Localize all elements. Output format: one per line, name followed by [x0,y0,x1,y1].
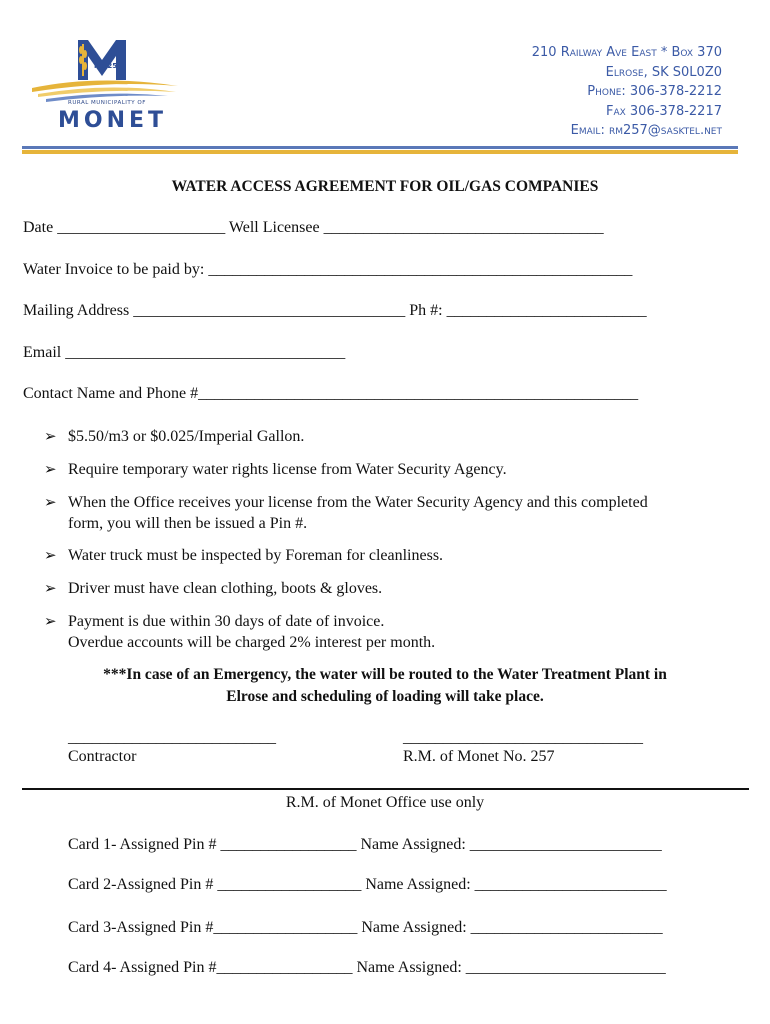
bullet-text: Driver must have clean clothing, boots & gloves. [68,580,383,597]
emergency-note [40,664,730,708]
logo-name: MONET [58,108,168,133]
document-title: WATER ACCESS AGREEMENT FOR OIL/GAS COMPANIES [171,178,599,195]
header-divider-gold [22,150,738,154]
mailing-phone-field[interactable]: Mailing Address __________________________________ Ph #: _________________________ [23,302,647,319]
terms-list [44,426,734,653]
bullet-text: $5.50/m3 or $0.025/Imperial Gallon. [68,428,305,445]
office-divider [22,788,749,790]
emergency-line-2: Elrose and scheduling of loading will take place. [226,688,544,705]
list-item [44,492,734,534]
list-item [44,578,734,599]
arrowhead-icon: ➢ [44,546,57,564]
card-1-row[interactable]: Card 1- Assigned Pin # _________________ Name Assigned: ________________________ [68,836,662,853]
date-licensee-field[interactable]: Date _____________________ Well Licensee ___________________________________ [23,219,604,236]
rm-signature-line[interactable]: ______________________________ [403,729,643,746]
header-divider-blue [22,146,738,149]
contact-field[interactable]: Contact Name and Phone #_______________________________________________________ [23,385,639,402]
logo-org-label: RURAL MUNICIPALITY OF [68,100,146,106]
emergency-line-1: ***In case of an Emergency, the water will be routed to the Water Treatment Plant in [103,666,667,683]
monet-logo [28,36,188,142]
arrowhead-icon: ➢ [44,612,57,630]
bullet-text: Payment is due within 30 days of date of invoice. [68,613,385,630]
address-fax: Fax 306-378-2217 [605,103,722,119]
arrowhead-icon: ➢ [44,493,57,511]
address-email: Email: rm257@sasktel.net [570,123,722,138]
email-field[interactable]: Email ___________________________________ [23,344,346,361]
address-phone: Phone: 306-378-2212 [587,84,722,99]
invoice-field[interactable]: Water Invoice to be paid by: _____________________________________________________ [23,261,633,278]
arrowhead-icon: ➢ [44,427,57,445]
rm-label: R.M. of Monet No. 257 [403,748,555,765]
office-heading: R.M. of Monet Office use only [285,794,485,811]
list-item [44,426,734,447]
address-street: 210 Railway Ave East * Box 370 [531,45,722,60]
card-4-row[interactable]: Card 4- Assigned Pin #_________________ Name Assigned: _________________________ [68,959,666,976]
bullet-text: Water truck must be inspected by Foreman for cleanliness. [68,547,444,564]
logo-badge: No.257 [94,62,122,70]
list-item [44,545,734,566]
address-block [532,43,722,141]
list-item [44,611,734,653]
bullet-text: When the Office receives your license from the Water Security Agency and this completed [68,494,648,511]
card-2-row[interactable]: Card 2-Assigned Pin # __________________ Name Assigned: ________________________ [68,876,667,893]
list-item [44,459,734,480]
bullet-text-continued: form, you will then be issued a Pin #. [68,515,308,532]
contractor-label: Contractor [68,748,137,765]
bullet-text-continued: Overdue accounts will be charged 2% interest per month. [68,634,436,651]
address-city: Elrose, SK S0L0Z0 [605,64,722,80]
bullet-text: Require temporary water rights license from Water Security Agency. [68,461,507,478]
arrowhead-icon: ➢ [44,460,57,478]
contractor-signature-line[interactable]: __________________________ [68,729,276,746]
card-3-row[interactable]: Card 3-Assigned Pin #__________________ Name Assigned: ________________________ [68,919,663,936]
arrowhead-icon: ➢ [44,579,57,597]
